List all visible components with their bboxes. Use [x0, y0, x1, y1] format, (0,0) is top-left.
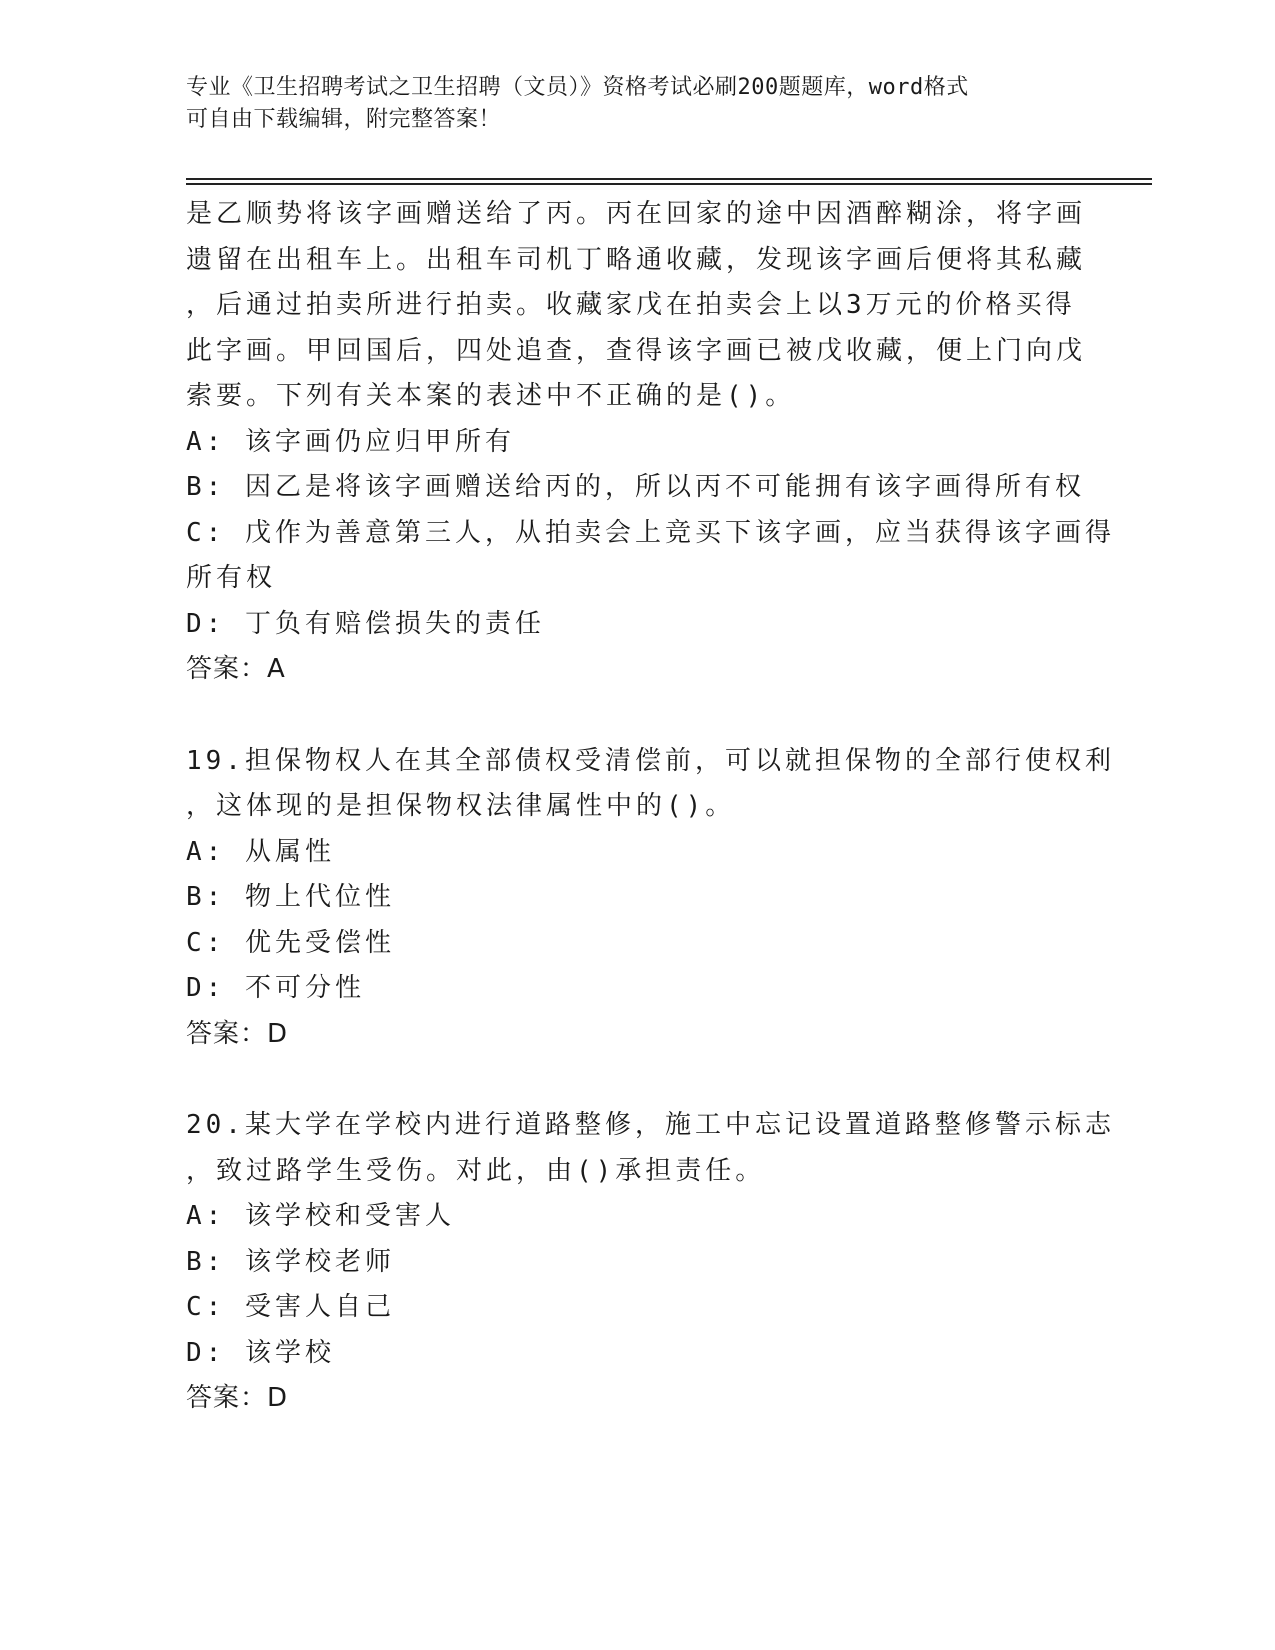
- question-20-option-c: C: 受害人自己: [186, 1292, 395, 1322]
- question-19-option-c: C: 优先受偿性: [186, 927, 395, 958]
- question-19-option-a: A: 从属性: [186, 836, 335, 867]
- question-18-stem-line-4: 此字画。甲回国后，四处追查，查得该字画已被戊收藏，便上门向戊: [186, 335, 1087, 366]
- question-18-stem-line-3: ，后通过拍卖所进行拍卖。收藏家戊在拍卖会上以3万元的价格买得: [186, 290, 1076, 320]
- question-19: [186, 739, 1115, 1058]
- question-18-option-c-line-2: 所有权: [186, 563, 277, 593]
- question-18-option-c-line-1: C: 戊作为善意第三人，从拍卖会上竞买下该字画，应当获得该字画得: [186, 517, 1115, 548]
- header-divider-top: [186, 178, 1152, 180]
- header-title-line-2: 可自由下载编辑，附完整答案！: [186, 107, 502, 132]
- question-20-option-b: B: 该学校老师: [186, 1246, 395, 1277]
- question-20-option-d: D: 该学校: [186, 1337, 335, 1368]
- page-header: [186, 72, 1086, 136]
- question-20-stem-line-2: ，致过路学生受伤。对此，由()承担责任。: [186, 1155, 766, 1186]
- question-spacer: [186, 693, 1086, 739]
- question-18-option-b: B: 因乙是将该字画赠送给丙的，所以丙不可能拥有该字画得所有权: [186, 472, 1085, 502]
- header-title-line-1: 专业《卫生招聘考试之卫生招聘（文员）》资格考试必刷200题题库，word格式: [186, 75, 969, 100]
- question-19-option-d: D: 不可分性: [186, 973, 365, 1003]
- question-19-answer: 答案：D: [186, 1018, 289, 1049]
- question-19-option-b: B: 物上代位性: [186, 882, 395, 912]
- question-content: [186, 192, 1115, 1422]
- question-20-option-a: A: 该学校和受害人: [186, 1201, 455, 1231]
- question-20-answer: 答案：D: [186, 1383, 289, 1413]
- question-18-option-d: D: 丁负有赔偿损失的责任: [186, 608, 545, 639]
- question-20: [186, 1103, 1115, 1422]
- question-19-stem-line-1: 19.担保物权人在其全部债权受清偿前，可以就担保物的全部行使权利: [186, 745, 1115, 776]
- question-18-option-a: A: 该字画仍应归甲所有: [186, 426, 515, 457]
- question-spacer: [186, 1057, 1086, 1103]
- question-18: [186, 192, 1115, 693]
- question-20-stem-line-1: 20.某大学在学校内进行道路整修，施工中忘记设置道路整修警示标志: [186, 1110, 1115, 1140]
- header-divider-bottom: [186, 183, 1152, 185]
- question-19-stem-line-2: ，这体现的是担保物权法律属性中的()。: [186, 791, 736, 821]
- question-18-stem-line-1: 是乙顺势将该字画赠送给了丙。丙在回家的途中因酒醉糊涂，将字画: [186, 199, 1087, 229]
- question-18-stem-line-5: 索要。下列有关本案的表述中不正确的是()。: [186, 381, 796, 411]
- question-18-answer: 答案：A: [186, 654, 286, 684]
- question-18-stem-line-2: 遗留在出租车上。出租车司机丁略通收藏，发现该字画后便将其私藏: [186, 244, 1087, 275]
